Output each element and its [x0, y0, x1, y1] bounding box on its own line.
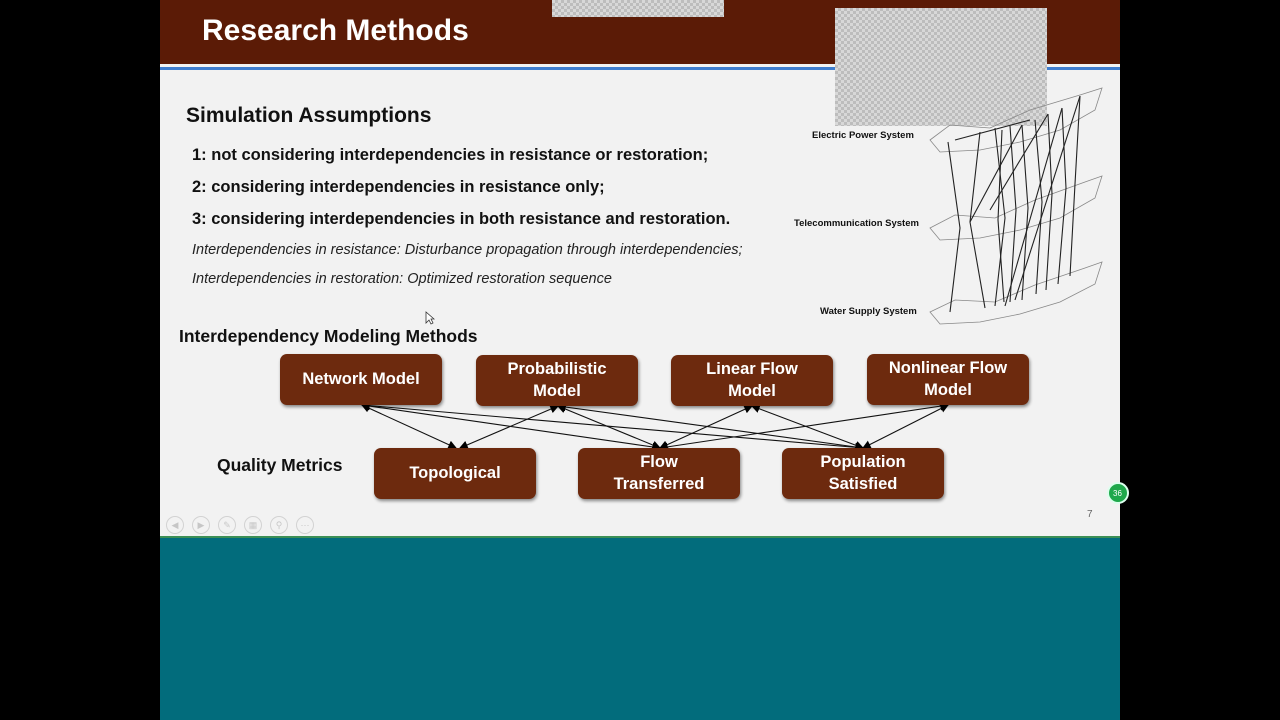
presentation-viewer	[160, 0, 1120, 720]
image-placeholder-top	[552, 0, 724, 17]
metric-topological	[374, 448, 536, 499]
note-resistance: Interdependencies in resistance: Disturbance propagation through interdependencies;	[192, 242, 743, 258]
metric-flow-transferred	[578, 448, 740, 499]
arrow-nonlinear-flow	[660, 405, 948, 448]
arrow-network-flow	[362, 405, 660, 448]
grid-icon[interactable]: ▦	[244, 516, 262, 534]
method-probabilistic-model	[476, 355, 638, 406]
pen-icon[interactable]: ✎	[218, 516, 236, 534]
note-restoration: Interdependencies in restoration: Optimized restoration sequence	[192, 271, 612, 287]
method-line1: Network Model	[302, 369, 420, 388]
quality-metrics-label: Quality Metrics	[217, 455, 343, 475]
metric-line1: Topological	[409, 463, 501, 482]
arrow-probabilistic-population	[558, 406, 863, 448]
water-system-label: Water Supply System	[820, 306, 917, 317]
power-system-label: Electric Power System	[812, 130, 914, 141]
simulation-heading: Simulation Assumptions	[186, 104, 432, 127]
method-line1: Probabilistic	[507, 360, 607, 379]
network-layers-graphic	[790, 80, 1106, 332]
next-icon[interactable]: ▶	[192, 516, 210, 534]
method-line2: Model	[728, 381, 776, 400]
modeling-heading: Interdependency Modeling Methods	[179, 326, 478, 346]
metric-line2: Satisfied	[828, 474, 898, 493]
status-badge[interactable]: 36	[1107, 482, 1129, 504]
metric-line2: Transferred	[613, 474, 705, 493]
method-line1: Nonlinear Flow	[888, 359, 1008, 378]
method-nonlinear-flow-model	[867, 354, 1029, 405]
arrow-linear-population	[752, 406, 863, 448]
slideshow-toolbar	[166, 516, 314, 534]
metric-line1: Population	[820, 453, 906, 472]
zoom-icon[interactable]: ⚲	[270, 516, 288, 534]
metric-line1: Flow	[640, 453, 678, 472]
arrow-network-population	[362, 405, 863, 448]
slide	[160, 0, 1120, 538]
method-linear-flow-model	[671, 355, 833, 406]
arrow-linear-flow	[660, 406, 752, 448]
metric-population-satisfied	[782, 448, 944, 499]
arrow-network-topological	[362, 405, 456, 448]
previous-icon[interactable]: ◀	[166, 516, 184, 534]
water-layer-map	[930, 262, 1102, 324]
mouse-cursor-icon	[425, 311, 435, 325]
method-line2: Model	[533, 381, 581, 400]
arrow-nonlinear-population	[863, 405, 948, 448]
method-line2: Model	[924, 380, 972, 399]
page-number: 7	[1087, 509, 1093, 520]
assumption-2: 2: considering interdependencies in resistance only;	[192, 178, 605, 196]
slide-title: Research Methods	[202, 14, 469, 47]
power-layer-map	[930, 88, 1102, 152]
arrow-probabilistic-flow	[558, 406, 660, 448]
network-illustration	[790, 80, 1106, 332]
assumption-1: 1: not considering interdependencies in resistance or restoration;	[192, 146, 709, 164]
telecom-system-label: Telecommunication System	[794, 218, 919, 229]
more-icon[interactable]: ⋯	[296, 516, 314, 534]
method-line1: Linear Flow	[706, 360, 798, 379]
method-network-model	[280, 354, 442, 405]
slide-bottom-border	[160, 536, 1120, 538]
arrow-probabilistic-topological	[460, 406, 558, 448]
assumption-3: 3: considering interdependencies in both resistance and restoration.	[192, 210, 731, 228]
